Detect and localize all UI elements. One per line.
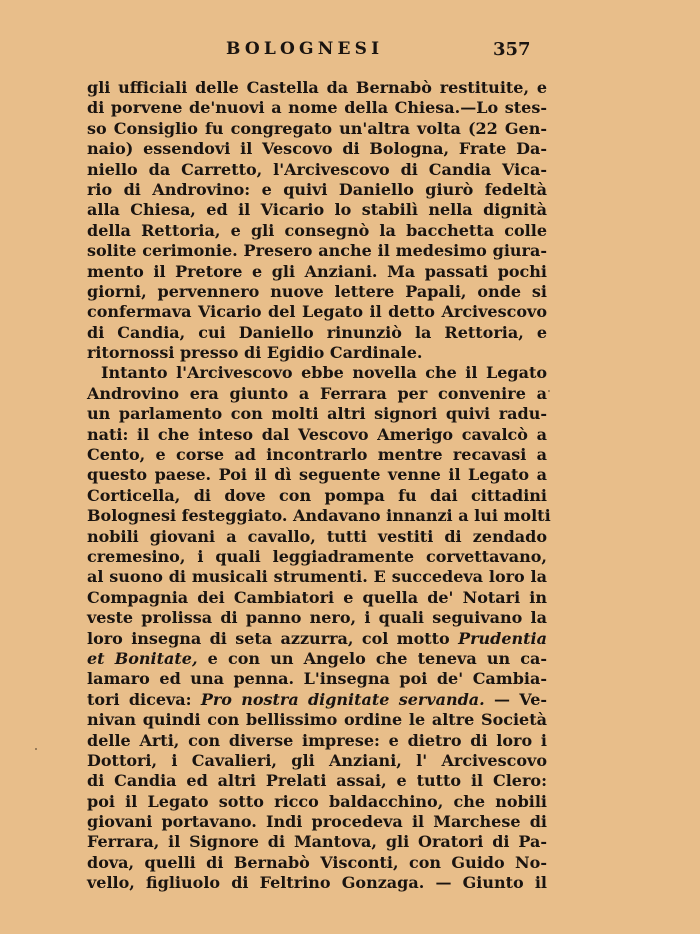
italic-text: Pro nostra dignitate servanda. [200, 689, 485, 709]
text-segment: mento il Pretore e gli Anziani. Ma passati pochi [87, 261, 547, 281]
text-line [87, 384, 547, 404]
text-line [87, 567, 547, 587]
running-head-title: BOLOGNESI [226, 39, 384, 59]
running-head [0, 39, 700, 63]
text-line [87, 506, 551, 526]
text-segment: — Ve- [484, 689, 548, 709]
text-line [87, 486, 547, 506]
italic-text: et Bonitate, [87, 648, 198, 668]
text-line [87, 812, 547, 832]
text-segment: Cento, e corse ad incontrarlo mentre recavasi a [87, 445, 547, 465]
text-line [87, 98, 547, 118]
text-segment: nobili giovani a cavallo, tutti vestiti di zendado [87, 526, 547, 546]
text-line [87, 282, 547, 302]
text-segment: nati: il che inteso dal Vescovo Amerigo cavalcò a [87, 424, 547, 444]
page-number: 357 [493, 39, 531, 60]
text-segment: Ferrara, il Signore di Mantova, gli Oratori di Pa- [87, 832, 547, 852]
text-segment: tori diceva: [87, 689, 201, 709]
text-line [87, 629, 547, 649]
text-line [87, 404, 547, 424]
text-line [87, 608, 547, 628]
text-line [87, 200, 547, 220]
text-segment: naio) essendovi il Vescovo di Bologna, Frate Da- [87, 139, 547, 159]
text-segment: Androvino era giunto a Ferrara per convenire a [87, 383, 547, 403]
text-line [87, 119, 547, 139]
text-line [87, 241, 547, 261]
text-segment: Intanto l'Arcivescovo ebbe novella che il Legato [101, 363, 547, 383]
text-line [87, 771, 547, 791]
text-line [87, 445, 547, 465]
text-segment: e con un Angelo che teneva un ca- [197, 648, 547, 668]
text-line [87, 139, 547, 159]
text-line [87, 527, 547, 547]
text-line [87, 832, 547, 852]
text-segment: della Rettoria, e gli consegnò la bacchetta colle [87, 220, 547, 240]
text-line [87, 649, 547, 669]
text-segment: lamaro ed una penna. L'insegna poi de' Cambia- [87, 669, 547, 689]
text-line [87, 547, 547, 567]
text-segment: cremesino, i quali leggiadramente corvettavano, [87, 546, 547, 566]
text-line [87, 160, 547, 180]
italic-text: Prudentia [458, 628, 547, 648]
text-segment: Compagnia dei Cambiatori e quella de' Notari in [87, 587, 547, 607]
text-segment: so Consiglio fu congregato un'altra volta (22 Gen- [87, 118, 547, 138]
text-segment: alla Chiesa, ed il Vicario lo stabilì nella dignità [87, 200, 547, 220]
text-segment: veste prolissa di panno nero, i quali seguivano la [87, 608, 547, 628]
text-line [87, 873, 547, 893]
paper-speck [35, 748, 37, 750]
text-segment: Dottori, i Cavalieri, gli Anziani, l' Arcivescovo [87, 750, 547, 770]
text-line [87, 751, 547, 771]
text-line [87, 690, 547, 710]
text-line [87, 669, 547, 689]
text-segment: nivan quindi con bellissimo ordine le altre Società [87, 710, 547, 730]
text-segment: di porvene de'nuovi a nome della Chiesa.—Lo stes- [87, 98, 547, 118]
text-line [87, 302, 547, 322]
text-line [87, 78, 547, 98]
text-segment: vello, figliuolo di Feltrino Gonzaga. — Giunto il [87, 873, 547, 893]
text-line [87, 343, 547, 363]
text-segment: giovani portavano. Indi procedeva il Marchese di [87, 812, 547, 832]
text-line [87, 262, 547, 282]
text-segment: niello da Carretto, l'Arcivescovo di Candia Vica- [87, 159, 547, 179]
text-segment: delle Arti, con diverse imprese: e dietro di loro i [87, 730, 547, 750]
text-segment: rio di Androvino: e quivi Daniello giurò fedeltà [87, 179, 547, 199]
text-segment: ritornossi presso di Egidio Cardinale. [87, 343, 423, 363]
text-line [87, 425, 547, 445]
text-segment: di Candia, cui Daniello rinunziò la Rettoria, e [87, 322, 547, 342]
text-segment: al suono di musicali strumenti. E succedeva loro la [87, 567, 547, 587]
text-line [87, 180, 547, 200]
text-segment: questo paese. Poi il dì seguente venne il Legato a [87, 465, 547, 485]
text-segment: di Candia ed altri Prelati assai, e tutto il Clero: [87, 771, 547, 791]
text-line [87, 792, 547, 812]
text-segment: Corticella, di dove con pompa fu dai cittadini [87, 485, 547, 505]
text-line [87, 221, 547, 241]
text-segment: gli ufficiali delle Castella da Bernabò restituite, e [87, 78, 547, 97]
text-segment: loro insegna di seta azzurra, col motto [87, 628, 459, 648]
text-segment: Bolognesi festeggiato. Andavano innanzi a lui molti [87, 506, 551, 526]
text-segment: giorni, pervennero nuove lettere Papali, onde si [87, 281, 547, 301]
text-segment: dova, quelli di Bernabò Visconti, con Guido No- [87, 852, 547, 872]
text-line [87, 710, 547, 730]
text-segment: confermava Vicario del Legato il detto Arcivescovo [87, 302, 547, 322]
body-text [87, 78, 551, 894]
text-line [87, 588, 547, 608]
text-segment: poi il Legato sotto ricco baldacchino, che nobili [87, 791, 547, 811]
text-line [87, 853, 547, 873]
text-segment: solite cerimonie. Presero anche il medesimo giura- [87, 241, 547, 261]
text-line [87, 323, 547, 343]
text-line [87, 465, 547, 485]
paper-speck [548, 390, 550, 392]
text-line [87, 363, 547, 383]
text-segment: un parlamento con molti altri signori quivi radu- [87, 404, 547, 424]
text-line [87, 731, 547, 751]
